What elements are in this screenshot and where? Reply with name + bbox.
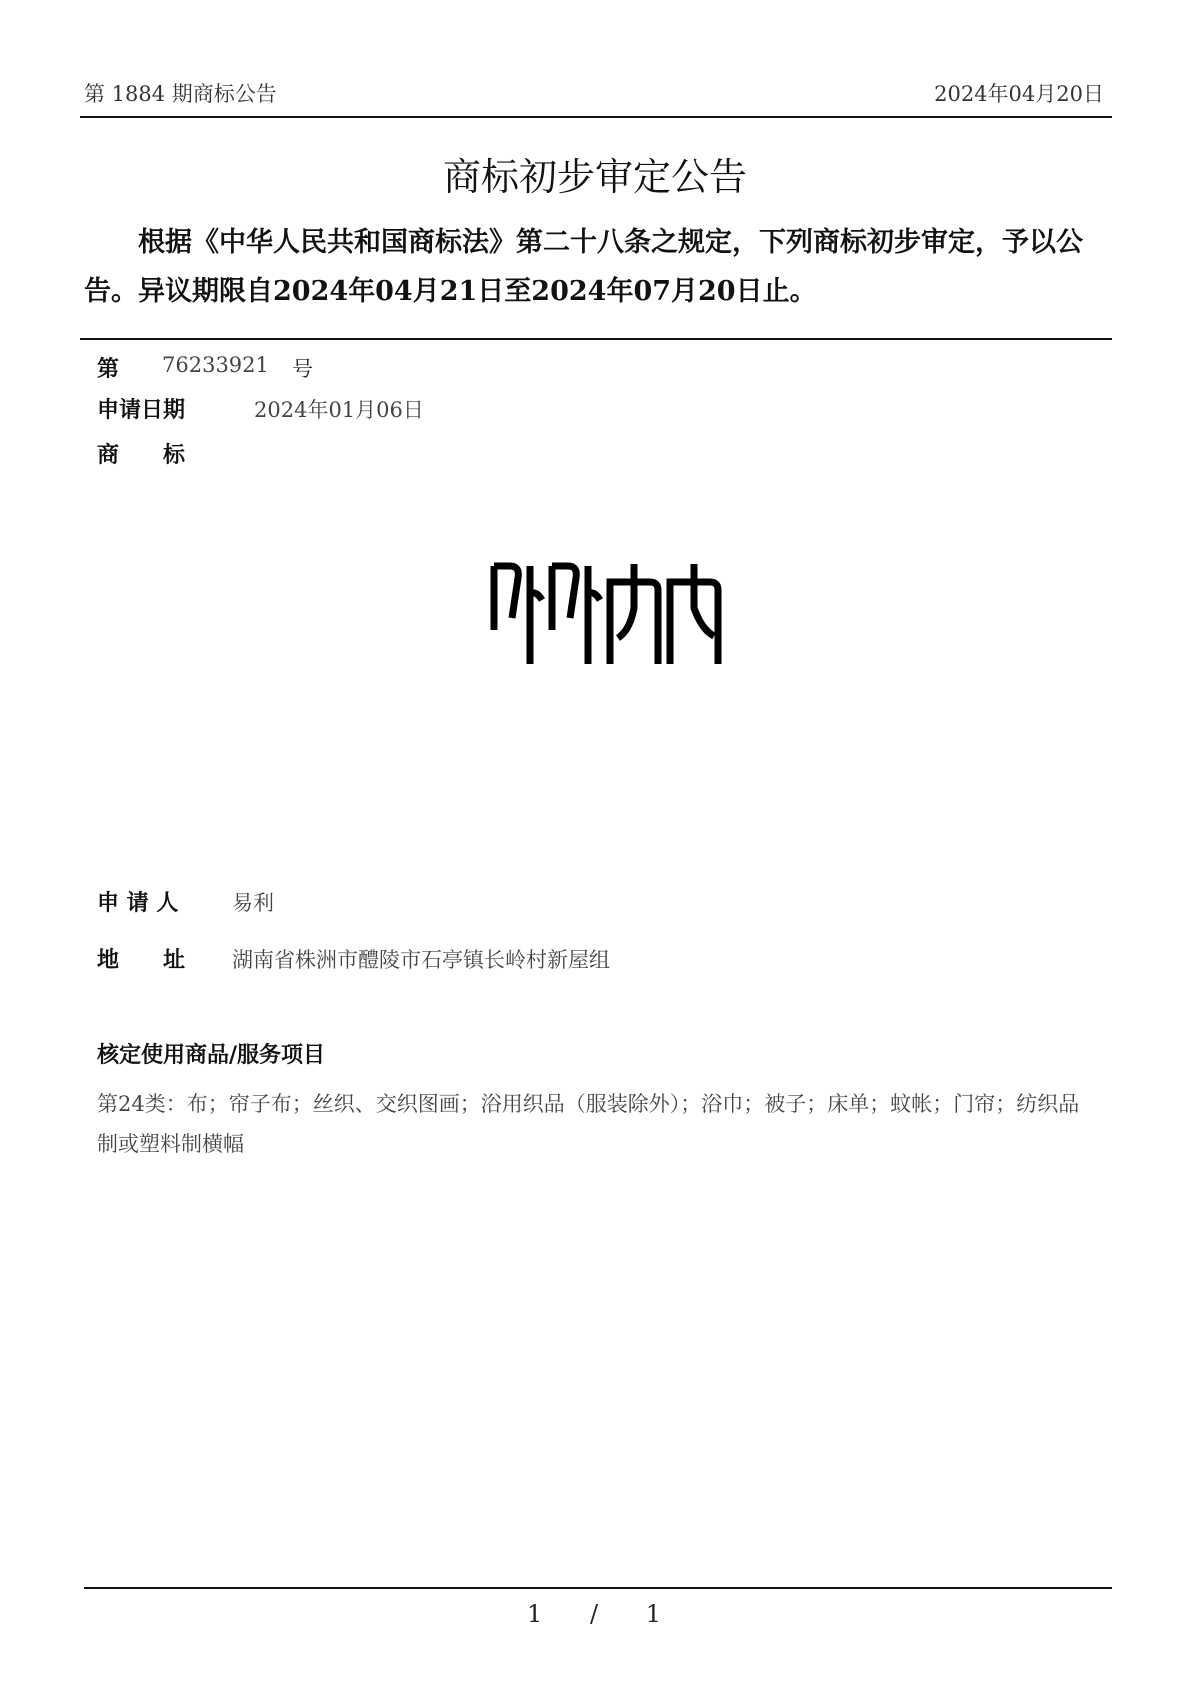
applicant-label: 申 请 人 xyxy=(97,890,179,916)
footer-divider xyxy=(84,1587,1112,1589)
address-label: 地 址 xyxy=(97,947,186,973)
applicant-name: 易利 xyxy=(232,891,274,915)
page-current: 1 xyxy=(527,1600,545,1628)
number-label-prefix: 第 xyxy=(97,356,120,382)
trademark-logo-icon xyxy=(480,560,750,670)
application-date: 2024年01月06日 xyxy=(254,398,424,422)
page-separator: / xyxy=(589,1600,601,1628)
page-title: 商标初步审定公告 xyxy=(442,155,747,199)
issue-number: 第 1884 期商标公告 xyxy=(84,82,277,106)
page-total: 1 xyxy=(645,1600,663,1628)
header-divider xyxy=(80,116,1112,118)
trademark-logo xyxy=(480,560,750,670)
page-number xyxy=(0,1600,1190,1628)
applicant-address: 湖南省株洲市醴陵市石亭镇长岭村新屋组 xyxy=(232,948,610,972)
registration-number: 76233921 xyxy=(162,353,269,377)
issue-date: 2024年04月20日 xyxy=(934,82,1104,106)
intro-divider xyxy=(80,338,1112,340)
goods-services-title: 核定使用商品/服务项目 xyxy=(97,1042,326,1068)
application-date-label: 申请日期 xyxy=(97,397,186,423)
number-label-suffix: 号 xyxy=(292,357,313,381)
announcement-intro: 根据《中华人民共和国商标法》第二十八条之规定，下列商标初步审定，予以公告。异议期限自2024年04月21日至2024年07月20日止。 xyxy=(84,227,1083,307)
trademark-label: 商 标 xyxy=(97,442,186,468)
goods-services-list: 第24类：布；帘子布；丝织、交织图画；浴用织品（服装除外）；浴巾；被子；床单；蚊帐；门帘；纺织品制或塑料制横幅 xyxy=(97,1092,1080,1156)
